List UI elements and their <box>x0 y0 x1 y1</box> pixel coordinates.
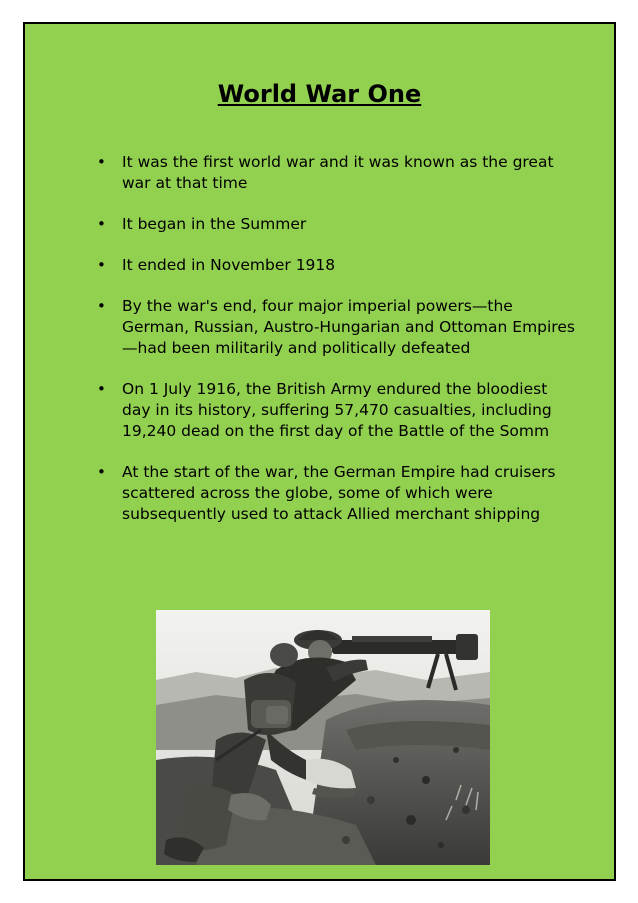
soldiers-photo <box>156 610 490 865</box>
bullet-icon: • <box>97 153 106 171</box>
bullet-text: By the war's end, four major imperial powers—the German, Russian, Austro-Hungarian and Ottoman Empires—had been militarily and politically defeated <box>122 297 575 357</box>
bullet-icon: • <box>97 215 106 233</box>
bullet-icon: • <box>97 463 106 481</box>
list-item <box>97 255 579 276</box>
bullet-icon: • <box>97 256 106 274</box>
list-item <box>97 152 579 194</box>
bullet-icon: • <box>97 380 106 398</box>
page-title: World War One <box>217 80 422 108</box>
bullet-text: It ended in November 1918 <box>122 256 336 274</box>
list-item <box>97 379 579 442</box>
bullet-text: At the start of the war, the German Empire had cruisers scattered across the globe, some of which were subsequently used to attack Allied merchant shipping <box>122 463 556 523</box>
bullet-text: On 1 July 1916, the British Army endured the bloodiest day in its history, suffering 57,470 casualties, including 19,240 dead on the first day of the Battle of the Somm <box>122 380 552 440</box>
list-item <box>97 296 579 359</box>
bullet-icon: • <box>97 297 106 315</box>
soldiers-machine-gun-illustration <box>156 610 490 865</box>
document-page <box>23 22 616 881</box>
list-item <box>97 462 579 525</box>
bullet-list <box>97 152 579 545</box>
bullet-text: It was the first world war and it was known as the great war at that time <box>122 153 554 192</box>
bullet-text: It began in the Summer <box>122 215 307 233</box>
list-item <box>97 214 579 235</box>
